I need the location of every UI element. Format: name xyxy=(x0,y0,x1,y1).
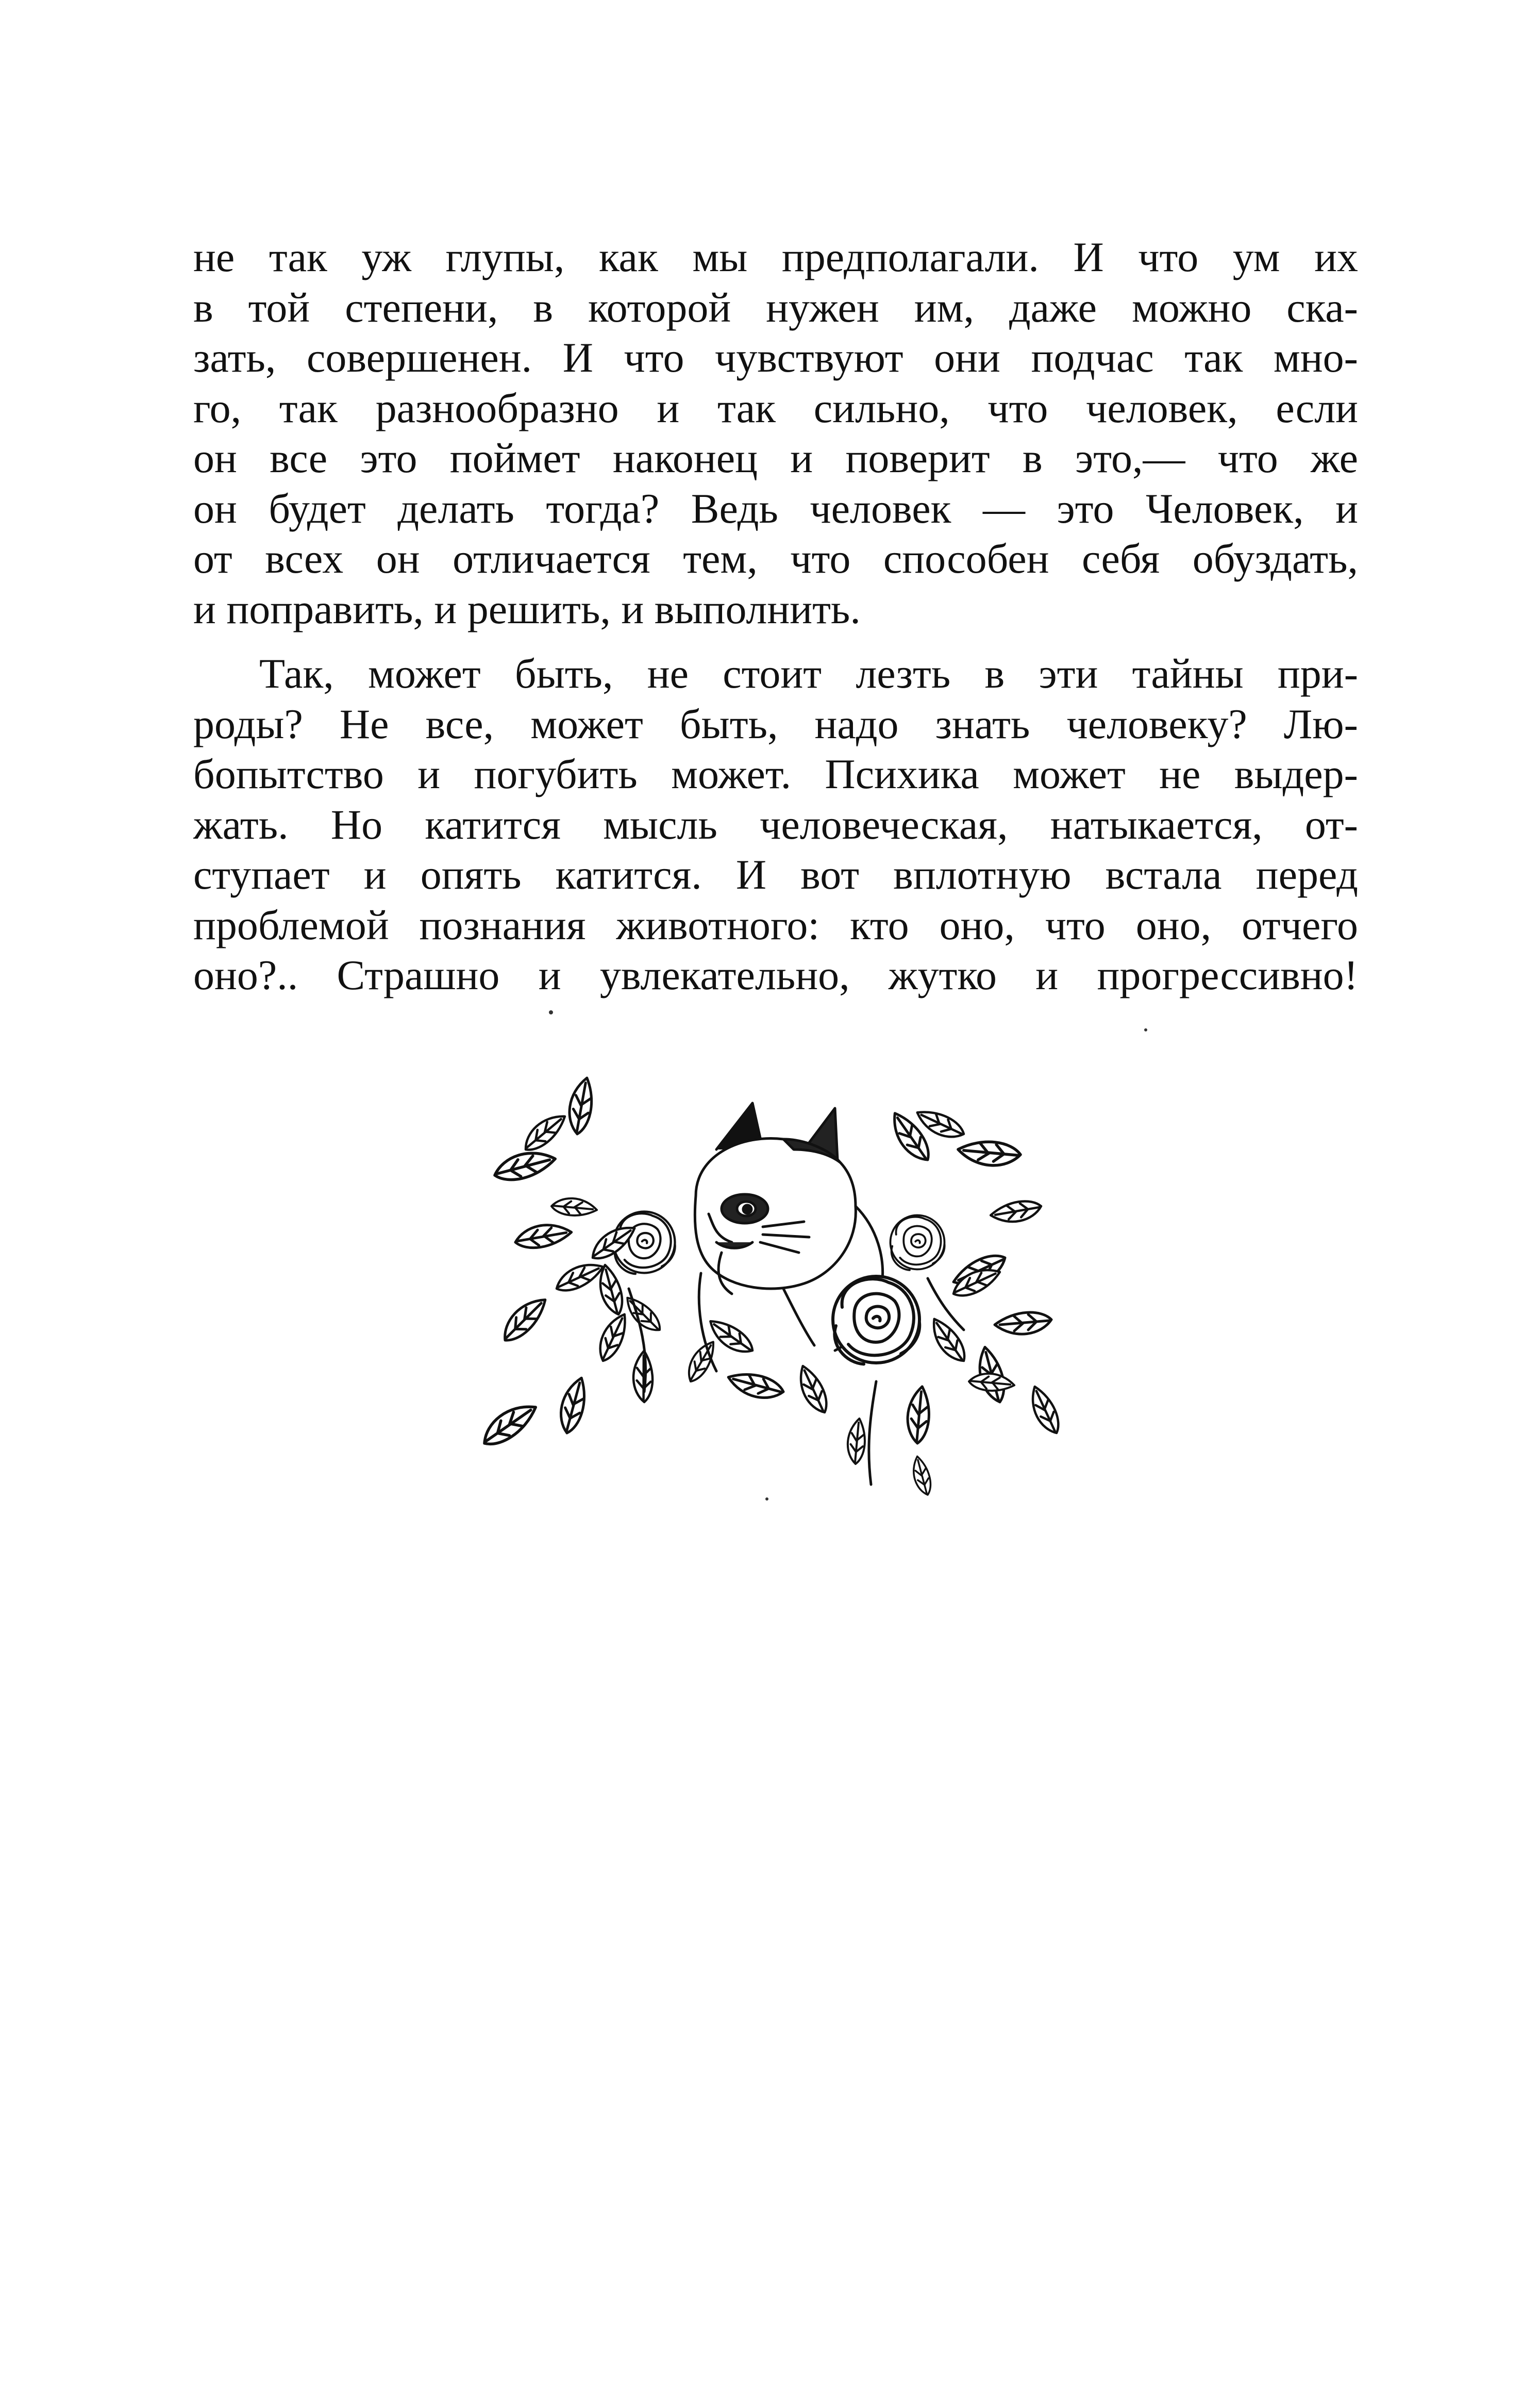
text-line: роды? Не все, может быть, надо знать человеку? Лю- xyxy=(193,700,1358,747)
paragraph-2 xyxy=(193,648,1358,1001)
page-text xyxy=(193,232,1358,1001)
text-line: оно?.. Страшно и увлекательно, жутко и прогрессивно! xyxy=(193,952,1358,998)
ink-speck xyxy=(549,1010,553,1014)
cat-among-roses-icon xyxy=(474,1072,1103,1526)
text-line: он все это поймет наконец и поверит в это,— что же xyxy=(193,435,1358,481)
paragraph-1 xyxy=(193,232,1358,634)
text-line: в той степени, в которой нужен им, даже можно ска- xyxy=(193,284,1358,331)
text-line: проблемой познания животного: кто оно, что оно, отчего xyxy=(193,901,1358,948)
text-line: бопытство и погубить может. Психика может не выдер- xyxy=(193,751,1358,797)
text-line: от всех он отличается тем, что способен себя обуздать, xyxy=(193,535,1358,582)
ink-speck xyxy=(1144,1028,1147,1031)
text-line: жать. Но катится мысль человеческая, натыкается, от- xyxy=(193,801,1358,848)
text-line: зать, совершенен. И что чувствуют они подчас так мно- xyxy=(193,334,1358,381)
text-line: Так, может быть, не стоит лезть в эти тайны при- xyxy=(259,650,1358,697)
text-line: го, так разнообразно и так сильно, что человек, если xyxy=(193,384,1358,431)
text-line: не так уж глупы, как мы предполагали. И что ум их xyxy=(193,234,1358,280)
text-line: ступает и опять катится. И вот вплотную встала перед xyxy=(193,851,1358,898)
text-line: он будет делать тогда? Ведь человек — это Человек, и xyxy=(193,485,1358,532)
paragraph-gap xyxy=(193,634,1358,648)
text-line: и поправить, и решить, и выполнить. xyxy=(193,585,861,632)
